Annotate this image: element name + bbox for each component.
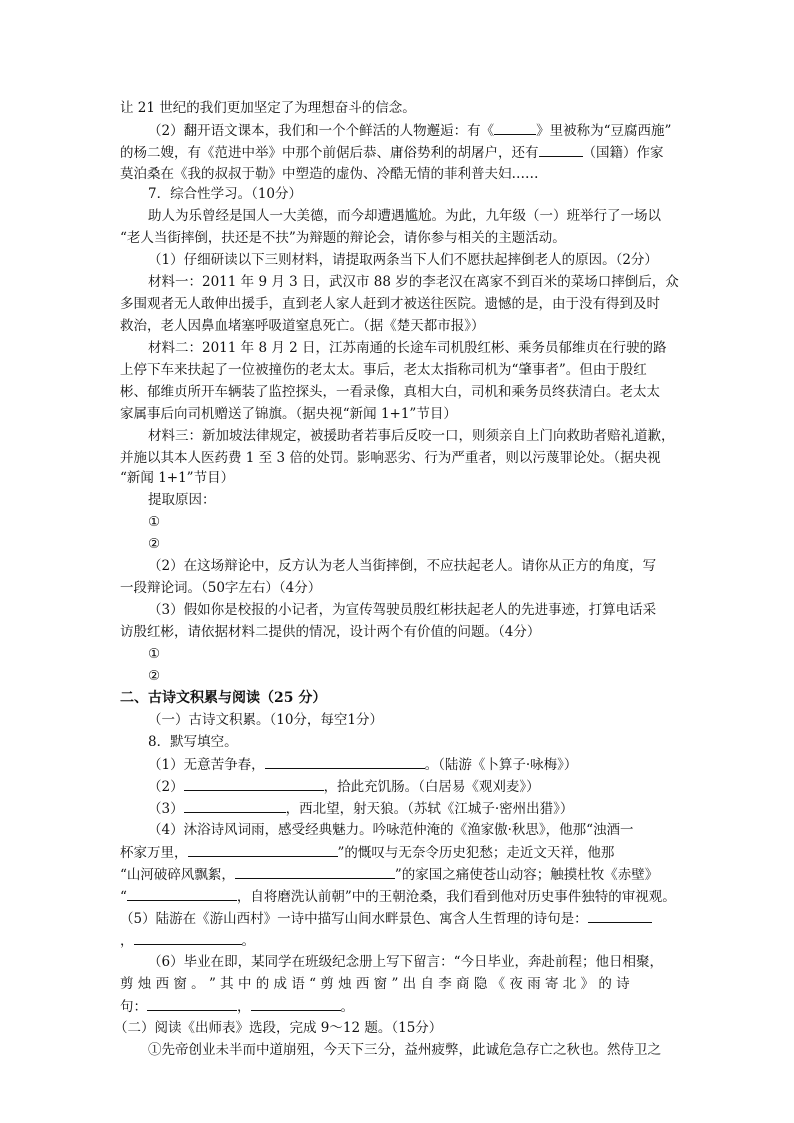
text-line: 并施以其本人医药费 1 至 3 倍的处罚。影响恶劣、行为严重者，则以污蔑罪论处。（据央视 [120,450,661,466]
text-line: （6）毕业在即，某同学在班级纪念册上写下留言：“今日毕业，奔赴前程；他日相聚， [148,954,663,970]
text-line: 家属事后向司机赠送了锦旗。（据央视“新闻 1+1”节目） [120,406,457,422]
text-line: 材料二：2011 年 8 月 2 日，江苏南通的长途车司机殷红彬、乘务员郁维贞在行驶的路 [148,340,667,356]
text-line: 的杨二嫂，有《范进中举》中那个前倨后恭、庸俗势利的胡屠户，还有 （国籍）作家 [120,142,664,163]
text-line: （2）在这场辩论中，反方认为老人当街摔倒，不应扶起老人。请你从正方的角度，写 [148,558,657,574]
text-line: （1）仔细研读以下三则材料，请提取两条当下人们不愿扶起摔倒老人的原因。（2分） [148,252,658,268]
text-line: （2） ，拾此充饥肠。（白居易《观刈麦》） [148,776,540,797]
answer-blank[interactable] [134,930,242,945]
text-line: 上停下车来扶起了一位被撞伤的老太太。事后，老太太指称司机为“肇事者”。但由于殷红 [120,362,647,378]
text-line: 多围观者无人敢伸出援手，直到老人家人赶到才被送往医院。遗憾的是，由于没有得到及时 [120,296,660,312]
text-line: （2）翻开语文课本，我们和一个个鲜活的人物邂逅：有《 》里被称为“豆腐西施” [148,120,671,141]
text-line: 助人为乐曾经是国人一大美德，而今却遭遇尴尬。为此，九年级（一）班举行了一场以 [148,208,661,224]
answer-blank[interactable] [588,908,652,923]
text-line: ， 。 [120,930,255,951]
question-heading: 8．默写填空。 [148,734,238,750]
text-line: 剪 烛 西 窗 。 ” 其 中 的 成 语 “ 剪 烛 西 窗 ” 出 自 李 商 隐 《 夜 雨 寄 北 》 的 诗 [120,976,630,992]
text-line: （3） ，西北望，射天狼。（苏轼《江城子·密州出猎》） [148,798,573,819]
text-line: 句： ， 。 [120,996,354,1017]
text-line: 一段辩论词。（50字左右）（4分） [120,580,322,596]
text-line: 让 21 世纪的我们更加坚定了为理想奋斗的信念。 [120,100,416,116]
text-line: “新闻 1+1”节目） [120,470,235,486]
question-heading: 7．综合性学习。（10分） [148,186,303,202]
answer-item: ② [148,536,161,552]
answer-item: ② [148,668,161,684]
answer-blank[interactable] [184,776,324,791]
answer-item: ① [148,514,161,530]
text-line: 救治，老人因鼻血堵塞呼吸道窒息死亡。（据《楚天都市报》） [120,318,485,334]
text-line: （4）沐浴诗风词雨，感受经典魅力。吟咏范仲淹的《渔家傲·秋思》，他那“浊酒一 [148,822,634,838]
answer-blank[interactable] [188,842,338,857]
answer-blank[interactable] [184,798,286,813]
answer-blank[interactable] [147,996,237,1011]
text-line: “ ，自将磨洗认前朝”中的王朝沧桑，我们看到他对历史事件独特的审视观。 [120,886,676,907]
text-line: （3）假如你是校报的小记者，为宣传驾驶员殷红彬扶起老人的先进事迹，打算电话采 [148,602,657,618]
text-line: 彬、郁维贞所开车辆装了监控探头，一看录像，真相大白，司机和乘务员终获清白。老太太 [120,384,660,400]
text-line: ①先帝创业未半而中道崩殂，今天下三分，益州疲弊，此诚危急存亡之秋也。然侍卫之 [148,1042,661,1058]
text-line: “山河破碎风飘絮， ”的家国之痛使苍山动容；触摸杜牧《赤壁》 [120,864,658,885]
answer-item: ① [148,646,161,662]
answer-blank[interactable] [494,120,536,135]
text-line: “老人当街摔倒，扶还是不扶”为辩题的辩论会，请你参与相关的主题活动。 [120,230,566,246]
text-line: 访殷红彬，请依据材料二提供的情况，设计两个有价值的问题。（4分） [120,624,541,640]
section-heading: 二、古诗文积累与阅读（25 分） [120,690,327,706]
answer-blank[interactable] [265,754,425,769]
text-line: （1）无意苦争春， 。（陆游《卜算子·咏梅》） [148,754,577,775]
answer-blank[interactable] [539,142,583,157]
question-heading: （二）阅读《出师表》选段，完成 9～12 题。（15分） [114,1020,443,1036]
answer-blank[interactable] [235,864,395,879]
text-line: 杯家万里， ”的慨叹与无奈令历史犯愁；走近文天祥，他那 [120,842,614,863]
text-line: 材料一：2011 年 9 月 3 日，武汉市 88 岁的李老汉在离家不到百米的菜场口摔倒后，众 [148,274,679,290]
text-line: 材料三：新加坡法律规定，被援助者若事后反咬一口，则须亲自上门向救助者赔礼道歉， [148,428,675,444]
text-line: 提取原因： [148,492,216,508]
answer-blank[interactable] [127,886,237,901]
text-line: （5）陆游在《游山西村》一诗中描写山间水畔景色、寓含人生哲理的诗句是： [120,908,652,929]
text-line: 莫泊桑在《我的叔叔于勒》中塑造的虚伪、冷酷无情的菲利普夫妇…… [120,166,539,182]
answer-blank[interactable] [251,996,341,1011]
text-line: （一）古诗文积累。（10分，每空1分） [148,712,384,728]
